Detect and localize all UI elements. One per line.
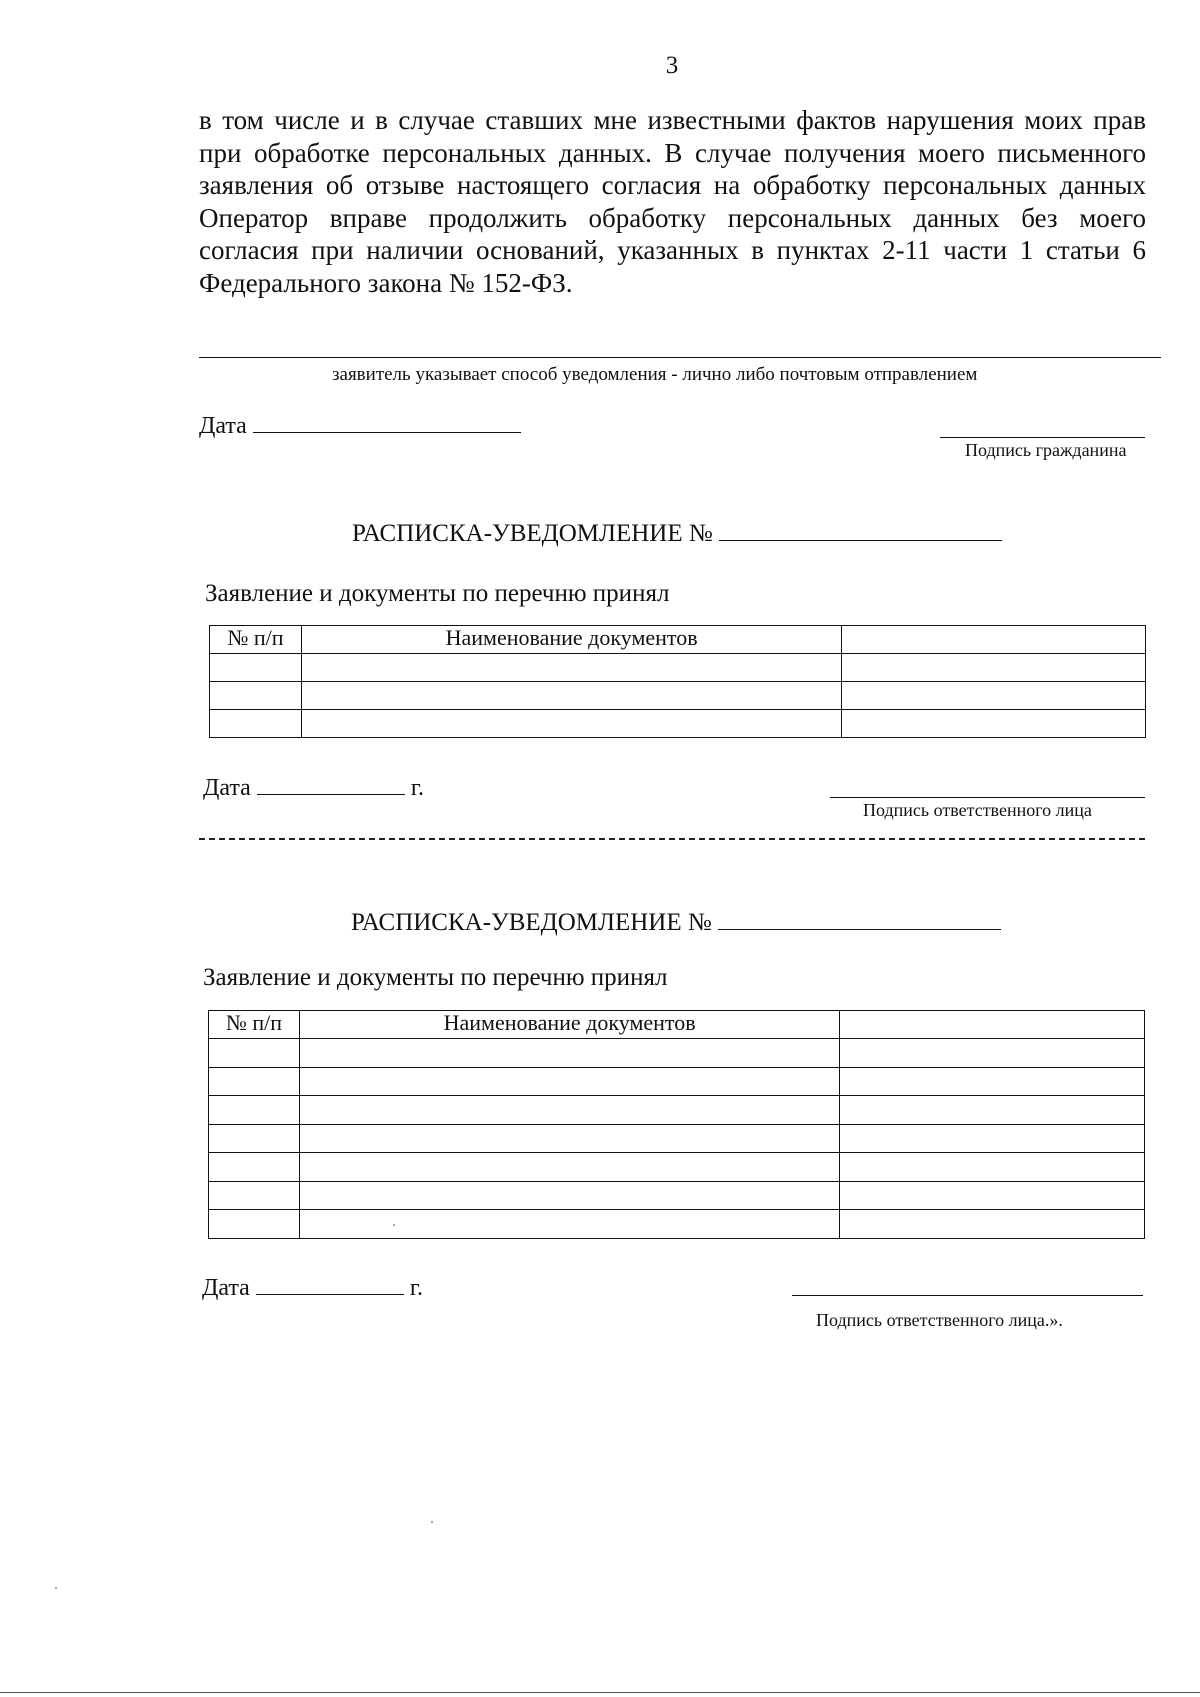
- official-signature-line[interactable]: [830, 797, 1145, 798]
- citizen-signature-line[interactable]: [940, 437, 1145, 438]
- receipt-heading: [351, 905, 1001, 937]
- official-signature-caption: Подпись ответственного лица.».: [816, 1310, 1063, 1330]
- table-row: [209, 1124, 1145, 1153]
- receipt-heading-text: РАСПИСКА-УВЕДОМЛЕНИЕ №: [351, 909, 712, 936]
- date-field-receipt[interactable]: [203, 770, 424, 802]
- notification-method-caption: заявитель указывает способ уведомления - лично либо почтовым отправлением: [332, 364, 978, 385]
- date-line: [256, 1270, 404, 1295]
- scan-speck: [393, 1224, 395, 1226]
- table-row: [209, 1153, 1145, 1182]
- receipt-number-line[interactable]: [718, 905, 1001, 930]
- table-row: [210, 682, 1146, 710]
- documents-table: [209, 625, 1146, 738]
- col-document-name-header: Наименование документов: [301, 626, 841, 654]
- receipt-number-line[interactable]: [719, 516, 1002, 541]
- table-header-row: [210, 626, 1146, 654]
- consent-paragraph: в том числе и в случае ставших мне известными фактов нарушения моих прав при обработке персональных данных. В случае получения моего письменного заявления об отзыве настоящего согласия на обработку персональных данных Оператор вправе продолжить обработку персональных данных без моего согласия при наличии оснований, указанных в пунктах 2-11 части 1 статьи 6 Федерального закона № 152-ФЗ.: [199, 105, 1146, 298]
- date-field-applicant[interactable]: [199, 408, 521, 440]
- col-number-header: № п/п: [209, 1011, 300, 1039]
- date-label: Дата: [199, 413, 247, 439]
- table-row: [210, 710, 1146, 738]
- col-number-header: № п/п: [210, 626, 302, 654]
- date-field-receipt[interactable]: [202, 1270, 423, 1302]
- table-header-row: [209, 1011, 1145, 1039]
- table-row: [209, 1039, 1145, 1068]
- receipt-heading: [352, 516, 1002, 548]
- year-suffix: г.: [410, 775, 424, 801]
- table-row: [210, 654, 1146, 682]
- table-row: [209, 1067, 1145, 1096]
- table-row: [209, 1181, 1145, 1210]
- table-row: [209, 1210, 1145, 1239]
- documents-table: [208, 1010, 1145, 1239]
- date-line: [257, 770, 405, 795]
- accepted-label: Заявление и документы по перечню принял: [203, 964, 668, 991]
- col-extra-header: [842, 626, 1146, 654]
- scan-speck: [431, 1521, 433, 1523]
- col-extra-header: [840, 1011, 1145, 1039]
- col-document-name-header: Наименование документов: [299, 1011, 839, 1039]
- official-signature-line[interactable]: [792, 1295, 1143, 1296]
- scan-speck: [55, 1587, 57, 1589]
- cut-line: [199, 838, 1145, 840]
- date-line: [253, 408, 521, 433]
- accepted-label: Заявление и документы по перечню принял: [205, 580, 670, 607]
- official-signature-caption: Подпись ответственного лица: [863, 800, 1092, 820]
- notification-method-line: [199, 357, 1161, 358]
- citizen-signature-caption: Подпись гражданина: [965, 440, 1127, 460]
- date-label: Дата: [203, 775, 251, 801]
- receipt-heading-text: РАСПИСКА-УВЕДОМЛЕНИЕ №: [352, 520, 713, 547]
- page-number: 3: [665, 52, 679, 79]
- year-suffix: г.: [409, 1275, 423, 1301]
- table-row: [209, 1096, 1145, 1125]
- date-label: Дата: [202, 1275, 250, 1301]
- scan-bottom-edge: [0, 1692, 1200, 1693]
